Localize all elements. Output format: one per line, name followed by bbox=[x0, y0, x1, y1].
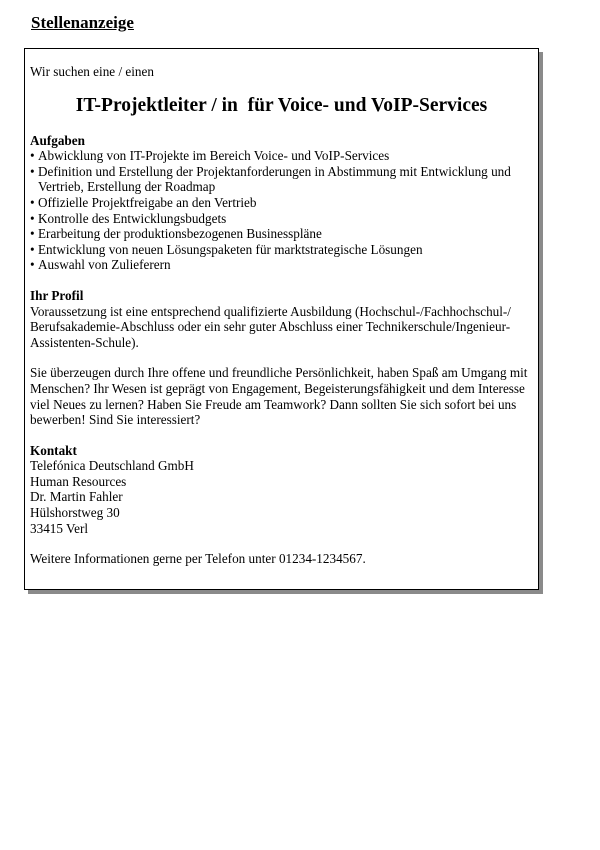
contact-person: Dr. Martin Fahler bbox=[30, 489, 123, 505]
contact-department: Human Resources bbox=[30, 473, 127, 489]
page-heading: Stellenanzeige bbox=[31, 13, 134, 32]
personality-paragraph: Sie überzeugen durch Ihre offene und freundliche Persönlichkeit, haben Spaß am Umgang mit Menschen? Ihr Wesen ist geprägt von Engagement, Begeisterungsfähigkeit und dem Interesse viel Neues zu lernen? Haben Sie Freude am Teamwork? Dann sollten Sie sich sofort bei uns bewerben! Sind Sie interessiert? bbox=[30, 365, 528, 428]
task-list bbox=[30, 148, 533, 273]
ad-intro: Wir suchen eine / einen bbox=[30, 64, 154, 79]
task-item: • Erarbeitung der produktionsbezogenen Businesspläne bbox=[30, 226, 533, 242]
job-ad-box bbox=[24, 48, 539, 590]
job-title: IT-Projektleiter / in für Voice- und VoIP-Services bbox=[75, 94, 488, 116]
task-item: • Kontrolle des Entwicklungsbudgets bbox=[30, 211, 533, 227]
task-item: • Offizielle Projektfreigabe an den Vertrieb bbox=[30, 195, 533, 211]
task-item: • Entwicklung von neuen Lösungspaketen für marktstrategische Lösungen bbox=[30, 242, 533, 258]
contact-city: 33415 Verl bbox=[30, 520, 88, 536]
contact-block bbox=[30, 443, 533, 537]
profile-paragraph: Voraussetzung ist eine entsprechend qualifizierte Ausbildung (Hochschul-/Fachhochschul-/ Berufsakademie-Abschluss oder ein sehr guter Abschluss einer Technikerschule/Ingenieur-Assistenten-Schule). bbox=[30, 303, 511, 350]
task-item: • Auswahl von Zulieferern bbox=[30, 257, 533, 273]
task-item: • Definition und Erstellung der Projektanforderungen in Abstimmung mit Entwicklung und Vertrieb, Erstellung der Roadmap bbox=[30, 164, 533, 195]
tasks-heading: Aufgaben bbox=[30, 132, 85, 148]
contact-heading: Kontakt bbox=[30, 442, 77, 458]
phone-note: Weitere Informationen gerne per Telefon unter 01234-1234567. bbox=[30, 551, 366, 567]
task-item: • Abwicklung von IT-Projekte im Bereich Voice- und VoIP-Services bbox=[30, 148, 533, 164]
profile-heading: Ihr Profil bbox=[30, 287, 84, 303]
contact-company: Telefónica Deutschland GmbH bbox=[30, 458, 194, 474]
contact-street: Hülshorstweg 30 bbox=[30, 505, 120, 521]
